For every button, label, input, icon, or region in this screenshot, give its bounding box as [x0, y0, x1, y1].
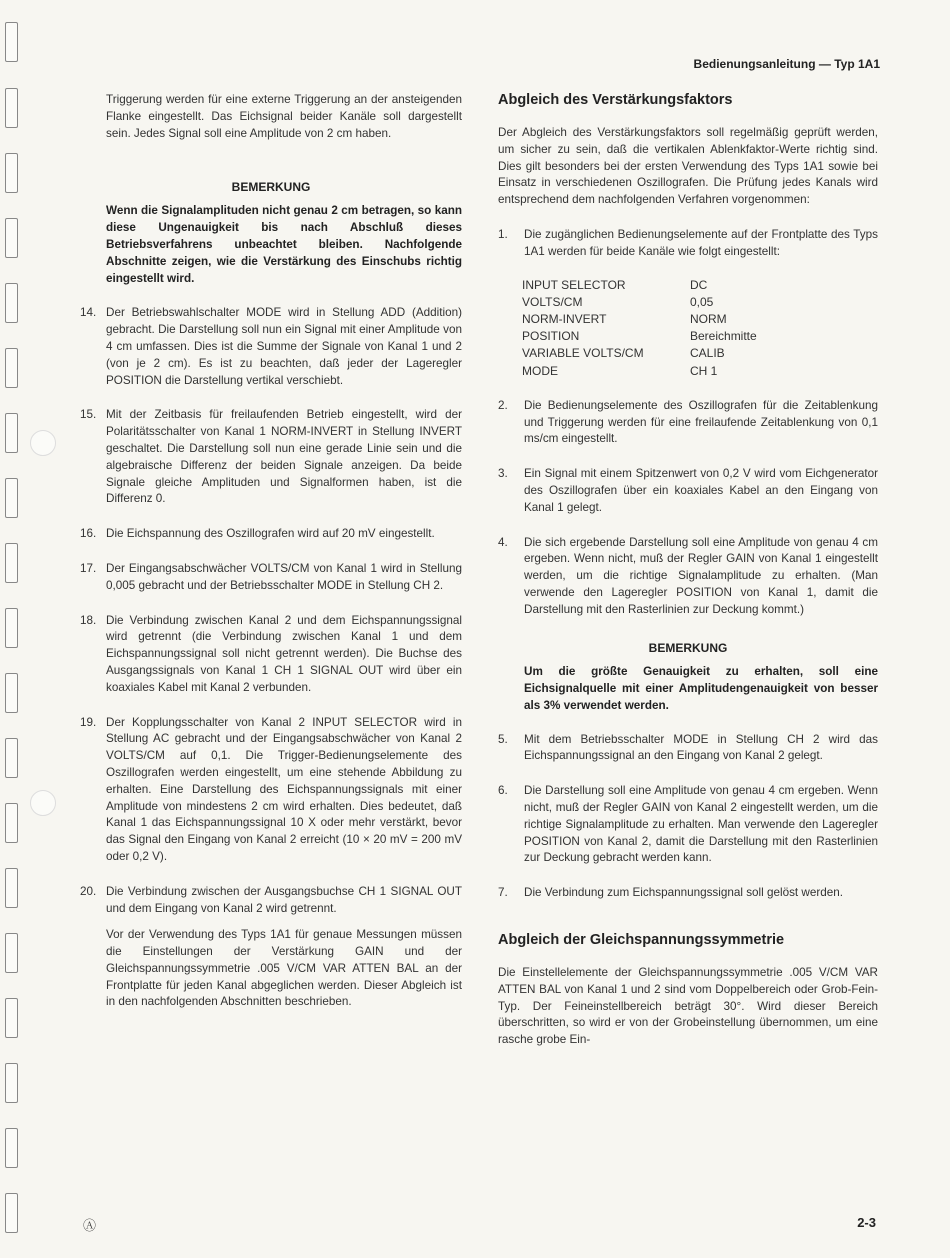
setting-value: 0,05	[690, 294, 714, 309]
setting-name: MODE	[522, 363, 558, 378]
binder-hole	[5, 868, 18, 908]
list-number: 19.	[80, 715, 97, 729]
right-column	[498, 92, 878, 1049]
section-title-dc-balance: Abgleich der Gleichspannungssymmetrie	[498, 931, 785, 948]
remark-heading: BEMERKUNG	[231, 180, 311, 195]
setting-name: INPUT SELECTOR	[522, 277, 626, 292]
list-text: Ein Signal mit einem Spitzenwert von 0,2 V wird vom Eichgenerator des Oszillografen über ein koaxiales Kabel an den Eingang von Kanal 1 gelegt.	[524, 467, 878, 514]
setting-name: POSITION	[522, 329, 580, 344]
setting-value: NORM	[690, 311, 727, 326]
list-number: 17.	[80, 561, 97, 575]
settings-row	[522, 328, 757, 345]
list-number: 2.	[498, 398, 508, 412]
left-column	[80, 92, 462, 1011]
list-item	[498, 466, 878, 516]
intro-paragraph: Triggerung werden für eine externe Triggerung an der ansteigenden Flanke eingestellt. Das Eichsignal beider Kanäle soll dargestellt sein. Jedes Signal soll eine Amplitude von 2 cm haben.	[106, 93, 462, 140]
binder-hole	[5, 218, 18, 258]
binder-hole	[5, 673, 18, 713]
punch-hole	[30, 430, 56, 456]
list-text: Die Eichspannung des Oszillografen wird auf 20 mV eingestellt.	[106, 527, 435, 541]
binder-hole	[5, 283, 18, 323]
list-number: 6.	[498, 784, 508, 798]
list-number: 14.	[80, 306, 97, 320]
gain-intro: Der Abgleich des Verstärkungsfaktors soll regelmäßig geprüft werden, um sicher zu sein, daß die vertikalen Ablenkfaktor-Werte richtig sind. Dies gilt besonders bei der ersten Verwendung des Typs 1A1 sowie bei Einsatz in verschiedenen Oszillografen. Die Prüfung jedes Kanals wird entsprechend dem nachfolgenden Verfahren vorgenommen:	[498, 126, 878, 207]
settings-row	[522, 277, 757, 294]
list-text: Die zugänglichen Bedienungselemente auf der Frontplatte des Typs 1A1 werden für beide Kanäle wie folgt eingestellt:	[524, 227, 878, 258]
list-text: Mit dem Betriebsschalter MODE in Stellung CH 2 wird das Eichspannungssignal an den Eingang von Kanal 2 gelegt.	[524, 732, 878, 763]
binder-hole	[5, 22, 18, 62]
remark-text: Um die größte Genauigkeit zu erhalten, soll eine Eichsignalquelle mit einer Amplitudengenauigkeit von besser als 3% verwendet werden.	[524, 664, 878, 712]
list-number: 16.	[80, 527, 97, 541]
remark-heading: BEMERKUNG	[648, 640, 728, 655]
list-number: 20.	[80, 884, 97, 898]
binder-hole	[5, 1063, 18, 1103]
publisher-mark: Ⓐ	[83, 1218, 97, 1233]
section-title-gain: Abgleich des Verstärkungsfaktors	[498, 92, 733, 108]
binder-hole	[5, 933, 18, 973]
list-number: 5.	[498, 732, 508, 746]
list-text: Mit der Zeitbasis für freilaufenden Betrieb eingestellt, wird der Polaritätsschalter von Kanal 1 NORM-INVERT in Stellung INVERT geschaltet. Die Darstellung soll nun eine gerade Linie sein und die algebraische Differenz der beiden Signale anzeigen. Da beide Signale gleiche Amplituden und Signalformen haben, ist die Differenz 0.	[106, 408, 462, 506]
list-text: Die sich ergebende Darstellung soll eine Amplitude von genau 4 cm ergeben. Wenn nicht, muß der Regler GAIN von Kanal 1 eingestellt werden, um die richtige Signalamplitude zu erhalten. (Man verwende den Lageregler POSITION von Kanal 1, damit die Darstellung mit den Rasterlinien zur Deckung kommt.)	[524, 535, 878, 616]
binder-hole	[5, 738, 18, 778]
setting-value: CH 1	[690, 363, 718, 378]
setting-value: CALIB	[690, 346, 725, 361]
list-item	[80, 305, 462, 389]
binder-hole	[5, 153, 18, 193]
list-item	[498, 535, 878, 619]
page-number: 2-3	[857, 1215, 876, 1230]
settings-row	[522, 345, 757, 362]
binder-hole	[5, 608, 18, 648]
setting-value: DC	[690, 277, 708, 292]
list-text: Die Verbindung zwischen der Ausgangsbuchse CH 1 SIGNAL OUT und dem Eingang von Kanal 2 wird getrennt.	[106, 884, 462, 915]
list-item	[498, 227, 878, 261]
list-item	[498, 732, 878, 766]
binder-hole	[5, 998, 18, 1038]
list-text: Der Kopplungsschalter von Kanal 2 INPUT SELECTOR wird in Stellung AC gebracht und der Eingangsabschwächer von Kanal 2 VOLTS/CM auf 0,1. Die Trigger-Bedienungselemente des Oszillografen werden eingestellt, um eine stehende Abbildung zu erhalten. Eine Darstellung des Eichspannungssignals mit einer Amplitude von mindestens 2 cm wird erhalten. Dies bedeutet, daß Kanal 1 das Eichspannungssignal 10 X oder mehr verstärkt, bevor das Signal den Eingang von Kanal 2 erreicht (10 × 20 mV = 200 mV oder 0,2 V).	[106, 715, 462, 863]
dc-balance-text: Die Einstellelemente der Gleichspannungssymmetrie .005 V/CM VAR ATTEN BAL von Kanal 1 und 2 sind vom Doppelbereich oder Grob-Fein-Typ. Der Feineinstellbereich beträgt 30°. Wird dieser Bereich überschritten, so wird er von der Grobeinstellung übernommen, um eine rasche grobe Ein-	[498, 965, 878, 1047]
setting-name: VOLTS/CM	[522, 294, 583, 309]
binder-hole	[5, 1193, 18, 1233]
setting-name: NORM-INVERT	[522, 311, 607, 326]
list-item	[80, 613, 462, 697]
list-item	[498, 398, 878, 448]
list-text: Der Eingangsabschwächer VOLTS/CM von Kanal 1 wird in Stellung 0,005 gebracht und der Betriebsschalter MODE in Stellung CH 2.	[106, 561, 462, 592]
list-item	[80, 884, 462, 1012]
page-header: Bedienungsanleitung — Typ 1A1	[693, 57, 880, 71]
setting-name: VARIABLE VOLTS/CM	[522, 346, 644, 361]
list-item	[498, 885, 878, 902]
binder-edge	[0, 0, 26, 1258]
list-item	[80, 526, 462, 543]
settings-row	[522, 294, 757, 311]
list-item	[498, 783, 878, 867]
binder-hole	[5, 413, 18, 453]
closing-paragraph: Vor der Verwendung des Typs 1A1 für genaue Messungen müssen die Einstellungen der Verstärkung GAIN und der Gleichspannungssymmetrie .005 V/CM VAR ATTEN BAL an der Frontplatte für jeden Kanal abgeglichen werden. Dieser Abgleich ist in den nachfolgenden Abschnitten beschrieben.	[106, 928, 462, 1009]
binder-hole	[5, 543, 18, 583]
binder-hole	[5, 803, 18, 843]
remark-text: Wenn die Signalamplituden nicht genau 2 cm betragen, so kann diese Ungenauigkeit bis nach Abschluß dieses Betriebsverfahrens unbeachtet bleiben. Nachfolgende Abschnitte zeigen, wie die Verstärkung des Einschubs richtig eingestellt wird.	[106, 204, 462, 286]
list-number: 7.	[498, 886, 508, 900]
binder-hole	[5, 88, 18, 128]
list-number: 4.	[498, 535, 508, 549]
punch-hole	[30, 790, 56, 816]
list-item	[80, 715, 462, 866]
list-number: 3.	[498, 467, 508, 481]
list-text: Der Betriebswahlschalter MODE wird in Stellung ADD (Addition) gebracht. Die Darstellung soll nun ein Signal mit einer Amplitude von 4 cm umfassen. Dies ist die Summe der Signale von Kanal 1 und 2 (von je 2 cm). Es ist zu beachten, daß jeder der Lageregler POSITION die Darstellung vertikal verschiebt.	[106, 306, 462, 387]
binder-hole	[5, 1128, 18, 1168]
list-item	[80, 407, 462, 508]
binder-hole	[5, 348, 18, 388]
list-text: Die Verbindung zum Eichspannungssignal soll gelöst werden.	[524, 886, 844, 900]
setting-value: Bereichmitte	[690, 329, 757, 344]
settings-row	[522, 311, 757, 328]
list-text: Die Darstellung soll eine Amplitude von genau 4 cm ergeben. Wenn nicht, muß der Regler GAIN von Kanal 2 eingestellt werden, um die richtige Signalamplitude zu erhalten. Man verwende den Lageregler POSITION von Kanal 2, damit die Darstellung mit den Rasterlinien zur Deckung gebracht werden kann.	[524, 784, 878, 865]
settings-row	[522, 363, 757, 380]
list-item	[80, 561, 462, 595]
list-text: Die Verbindung zwischen Kanal 2 und dem Eichspannungssignal wird getrennt (die Verbindung zwischen Kanal 1 und dem Eichspannungssignal soll nicht getrennt werden). Die Buchse des Ausgangssignals von Kanal 1 CH 1 SIGNAL OUT wird über ein koaxiales Kabel mit Kanal 2 verbunden.	[106, 613, 462, 694]
list-text: Die Bedienungselemente des Oszillografen für die Zeitablenkung und Triggerung werden für eine freilaufende Zeitablenkung von 0,1 ms/cm eingestellt.	[524, 398, 878, 446]
binder-hole	[5, 478, 18, 518]
settings-table	[522, 277, 757, 380]
list-number: 18.	[80, 613, 97, 627]
list-number: 15.	[80, 408, 97, 422]
list-number: 1.	[498, 227, 508, 241]
